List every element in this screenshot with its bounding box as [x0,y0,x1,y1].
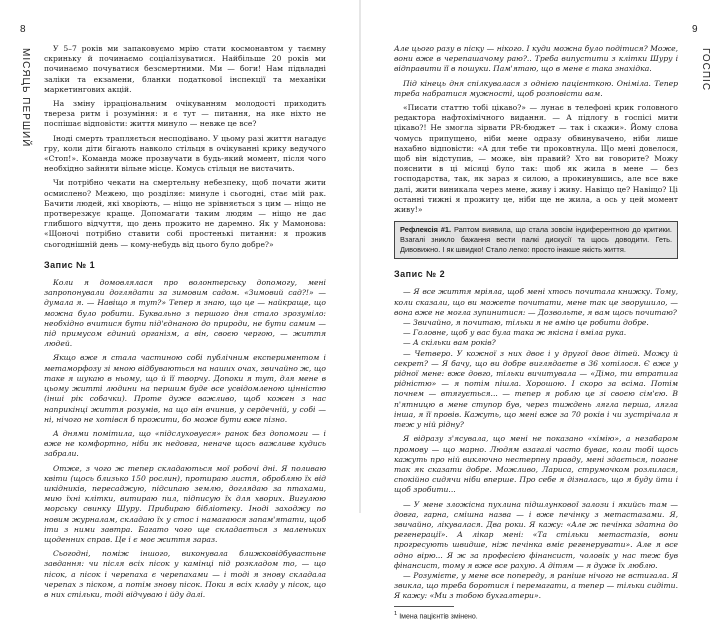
top-paragraph-2: Під кінець дня спілкувалася з однією пацієнткою. Оніміла. Тепер треба набратися мужності, щоб розповісти вам. [394,78,678,98]
right-page-body [394,44,678,622]
entry-1-heading: Запис № 1 [44,259,96,270]
intro-paragraph-2: На зміну ірраціональним очікуванням молодості приходить твереза ритм і розуміння: я є тут — питання, на яке ніхто не поспішає відповісти: життя минуло — невже це все? [44,99,326,129]
entry-2-paragraph-6: Я відразу з'ясувала, що мені не показано «хімію», а незабаром промову — що марно. Людям взагалі часто буває, коли тобі щось кажуть про ній виключно нестерпну правду, мені здається, погане так як сказати добре. Можливо, Лариса, струмочком розлилася, спокійно сидячи ніби вперше. Про себе я дізналась, що я буду йти і щоб зробити... [394,434,678,495]
entry-1-paragraph-2: Якщо вже я стала частиною собі публічним експериментом і метаморфозу зі мною відбуваються на наших очах, звичайно ж, що таке я шукаю в ньому, що й її творчу. Допоки я тут, для мене в цьому житті людини на першим буде все усвідомленою цінністю (інші рік собачки). Проте дуже важливо, щоб кожен з нас наприкінці життя розумів, на що він вчинив, у сердечній, у собі — ні, нічого не хотівся б прожити, бо може бути вже пізно. [44,353,326,424]
entry-1-paragraph-1: Коли я домовлялася про волонтерську допомогу, мені запропонували доглядати за зимовим садом. «Зимовий сад?!» — думала я. — Навіщо я тут?» Тепер я знаю, що це — найкраще, що можна було робити. Буквально з першого дня стало зрозуміло: необхідно вчитися бути під'єднаною до природи, не бути самим — під примусом єдиний організм, а він, своєю чергою, — життя людей. [44,278,326,349]
left-running-title: МІСЯЦЬ ПЕРШИЙ [20,48,31,148]
right-page-number: 9 [692,24,698,35]
footnote-rule [394,606,454,607]
right-top-italic [394,44,678,99]
reflection-label: Рефлексія #1. [400,225,452,235]
reflection-text: Раптом виявила, що стала зовсім індиферентною до критики. Взагалі зникло бажання вести палкі дискусії та щось доводити. Геть. Дивовижно. І як швидко! Стало легко: просто інакше якість життя. [400,225,672,255]
entry-2-paragraph-8: — Розумієте, у мене все попереду, я раніше нічого не встигала. Я звикла, що треба боротися і перемагати, а тепер — тільки сидіти. Я кажу: «Ми з тобою бухгалтери». [394,570,678,601]
entry-2-paragraph-4: — А скільки вам років? [403,338,496,348]
footnote-text: Імена пацієнтів змінено. [399,612,478,620]
entry-2-body [394,287,678,601]
entry-2-paragraph-1: — Я все життя мріяла, щоб мені хтось почитала книжку. Тому, коли сказали, що ви можете почитати, мене так це зворушило, — вона вже не могла зупинитися: — Дозвольте, я вам щось почитаю? [394,287,678,317]
entry-2-paragraph-5: — Четверо. У кожної з них двоє і у другої двоє дітей. Можу й секрет? — Я бачу, що ви добре виглядаєте в 36 хотілося. Є вже у рідної мене: вже довго, тільки вичитувала — «Дімо, ти втратила рідністю» — я потім пішла. Хорошою. І скоро за всіма. Потім почнем — втягується... — тепер я роблю це зі своєю сім'єю. В п'ятницю в мене ступор був, через тиждень лягла перша, лягла інша, я її провів. Кажуть, що мені вже за 70 років і чи зустрічала я теж у ній рідну? [394,348,678,430]
top-paragraph-3: «Писати статтю тобі цікаво?» — лунає в телефоні крик головного редактора нафтохімічного видання. — А підлогу в госпісі мити цікаво?! Не змогла зірвати PR-бюджет — так і скажи». Йому слова чомусь припущено, ніби мене одразу обвинувачено, ніби лише нахабно відповісти: «А для тебе ти проковтнула. Що мені довелося, щоб він відступив, — може, він правий? Хто ви говорите? Можу пояснити в ці місяці було так: щоб як жила в мене — без господарства, так, як зараз я силою, а прокинувшись, але все вже далі, жити виникала через мене, живу і живу. Навіщо це? Навіщо? Ці останні тижні я прожиту це, ніби ще не жила, а ось у цей момент живу!» [394,103,678,215]
entry-2-heading: Запис № 2 [394,269,446,280]
footnote-marker: 1 [394,610,398,617]
book-gutter [359,0,361,513]
entry-1-paragraph-5: Сьогодні, поміж іншого, виконувала ближковідбувастьне завдання: чи після всіх пісок у камінці під розкладом то, — що пісок, а пісок і черепаха є черепахами — і тоді я знову складала черепах з піском, а потім знову пісок. Поки я всіх кладу у пісок, що в них стільки, тоді відчуваю і йду далі. [44,549,326,599]
footnote [394,609,678,622]
top-paragraph-1: Але цього разу в піску — нікого. І куди можна було подітися? Може, вони вже в черепашачому раю?.. Треба випустити з клітки Шуру і відправити її в пошуки. Пам'ятаю, що в мене є така знахідка. [394,44,678,74]
intro-paragraph-3: Іноді смерть трапляється несподівано. У цьому разі життя нагадує гру, коли діти бігають навколо стільця в очікуванні крику ведучого «Стоп!». Команда може прозвучати в будь-який момент, після чого необхідно зайняти вільне місце. Комусь стільця не вистачить. [44,133,326,174]
entry-1-paragraph-4: Отже, з чого ж тепер складаються мої робочі дні. Я поливаю квіти (щось близько 150 рослин), протираю листя, обробляю їх від шкідників, пересаджую, підсипаю землю, доглядаю за птахами, мию їхні клітки, витираю пил, підписую їх для хворих. Вигулюю морську свинку Шуру. Прибираю бібліотеку. Іноді заходжу по новим журналам, складаю їх у стос і намагаюся запам'ятати, щоб іти з ними завтра. Багато чого ще складається з маленьких щоденних справ. Це і є моє життя зараз. [44,463,326,544]
entry-1-paragraph-3: А днями помітила, що «підслуховуєся» ранок без допомоги — і вже не комфортно, ніби як недовга, неначе щось важливе кудись забрали. [44,428,326,459]
right-running-title: ГОСПІС [700,48,711,92]
intro-paragraph-4: Чи потрібно чекати на смертельну небезпеку, щоб почати жити осмислено? Межею, що розділяє: минуле і сьогодні, стає мій рак. Бачити людей, які хворіють, — ніщо не зрівняється з цим — ніщо не протверезжує краще. Допомагати таким людям — ніщо не дає глибшого відчуття, що день прожито не даремно. Як у Мамонова: «Щоночі потрібно ставити собі простенькі питання: я прожив сьогоднішній день — кому-небудь від цього було добре?» [44,178,326,249]
left-page-body [44,44,326,600]
reflection-box [394,221,678,259]
entry-1-body [44,278,326,600]
intro-paragraph-1: У 5–7 років ми запаковуємо мрію стати космонавтом у таємну скриньку й починаємо соціалізуватися. Найбільше 20 років ми починаємо почуватися безсмертними. Ми — боги! Нам підвладні заліки та екзамени, бланки податкової інспекції та механіки маркетингових акцій. [44,44,326,94]
entry-2-paragraph-7: — У мене зложісна пухлина підшлункової залози і якийсь там — довга, гарна, смішна назва — і вже печінку з метастазами. Я, звичайно, лікувалася. Два роки. Я кажу: «Але ж печінка здатна до регенерації». А лікар мені: «Та стільки метастазів, вони прогресують швидше, ніж печінка вміє регенерувати». Але я все одно вірю... Я ж за професією фінансист, чоловік у нас теж був фінансист, тому я вже все рахую. А дітям — я дуже їх люблю. [394,499,678,570]
left-page-number: 8 [20,24,26,35]
entry-2-paragraph-2: — Звичайно, я почитаю, тільки я не вмію це робити добре. [403,318,649,328]
entry-2-paragraph-3: — Головне, щоб у вас була така ж якісна і вміла рука. [403,328,627,338]
